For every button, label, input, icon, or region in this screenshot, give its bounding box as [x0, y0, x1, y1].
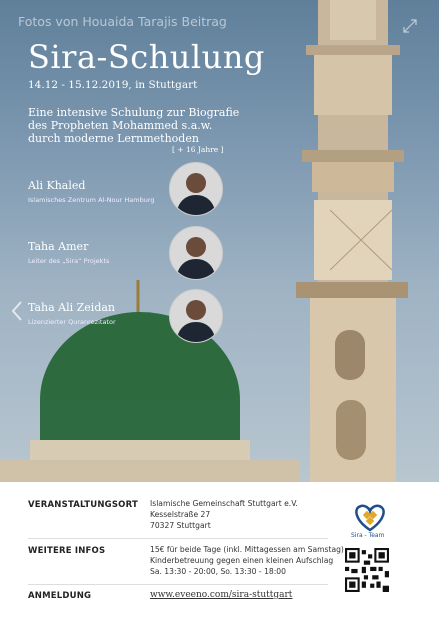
- divider: [28, 538, 328, 539]
- logo-text: Sira - Team: [351, 532, 385, 539]
- venue-address: [150, 498, 298, 531]
- previous-arrow-icon[interactable]: [10, 300, 24, 322]
- info-line: Sa. 13:30 - 20:00, So. 13:30 - 18:00: [150, 567, 286, 576]
- minaret: [296, 0, 408, 482]
- speaker-avatar: [169, 162, 223, 216]
- info-label: WEITERE INFOS: [28, 546, 106, 556]
- info-line: 15€ für beide Tage (inkl. Mittagessen am Samstag): [150, 545, 344, 554]
- venue-line: 70327 Stuttgart: [150, 521, 211, 530]
- speaker-role: Islamisches Zentrum Al-Nour Hamburg: [28, 196, 155, 204]
- speaker-avatar: [169, 289, 223, 343]
- speaker-role: Leiter des „Sira“ Projekts: [28, 257, 110, 265]
- venue-label: VERANSTALTUNGSORT: [28, 500, 138, 510]
- expand-icon[interactable]: [403, 19, 417, 33]
- poster-title: Sira-Schulung: [28, 38, 265, 76]
- sira-team-logo: [345, 500, 395, 550]
- venue-line: Kesselstraße 27: [150, 510, 211, 519]
- description-line: Eine intensive Schulung zur Biografie: [28, 106, 240, 119]
- age-note: [ + 16 Jahre ]: [172, 145, 224, 154]
- qr-code: [345, 548, 389, 592]
- registration-link[interactable]: www.eveeno.com/sira-stuttgart: [150, 590, 293, 600]
- speaker-name: Taha Amer: [28, 240, 89, 253]
- poster-description: [28, 106, 258, 145]
- info-line: Kinderbetreuung gegen einen kleinen Aufschlag: [150, 556, 334, 565]
- speaker-name: Ali Khaled: [28, 179, 86, 192]
- viewer-title: Fotos von Houaida Tarajis Beitrag: [18, 14, 227, 29]
- registration-label: ANMELDUNG: [28, 591, 92, 601]
- speaker-role: Lizenzierter Quranrezitator: [28, 318, 116, 326]
- divider: [28, 584, 328, 585]
- speaker-name: Taha Ali Zeidan: [28, 301, 116, 314]
- info-text: [150, 544, 344, 577]
- speaker-avatar: [169, 226, 223, 280]
- venue-line: Islamische Gemeinschaft Stuttgart e.V.: [150, 499, 298, 508]
- description-line: des Propheten Mohammed s.a.w.: [28, 119, 213, 132]
- description-line: durch moderne Lernmethoden: [28, 132, 199, 145]
- poster-dates: 14.12 - 15.12.2019, in Stuttgart: [28, 79, 198, 91]
